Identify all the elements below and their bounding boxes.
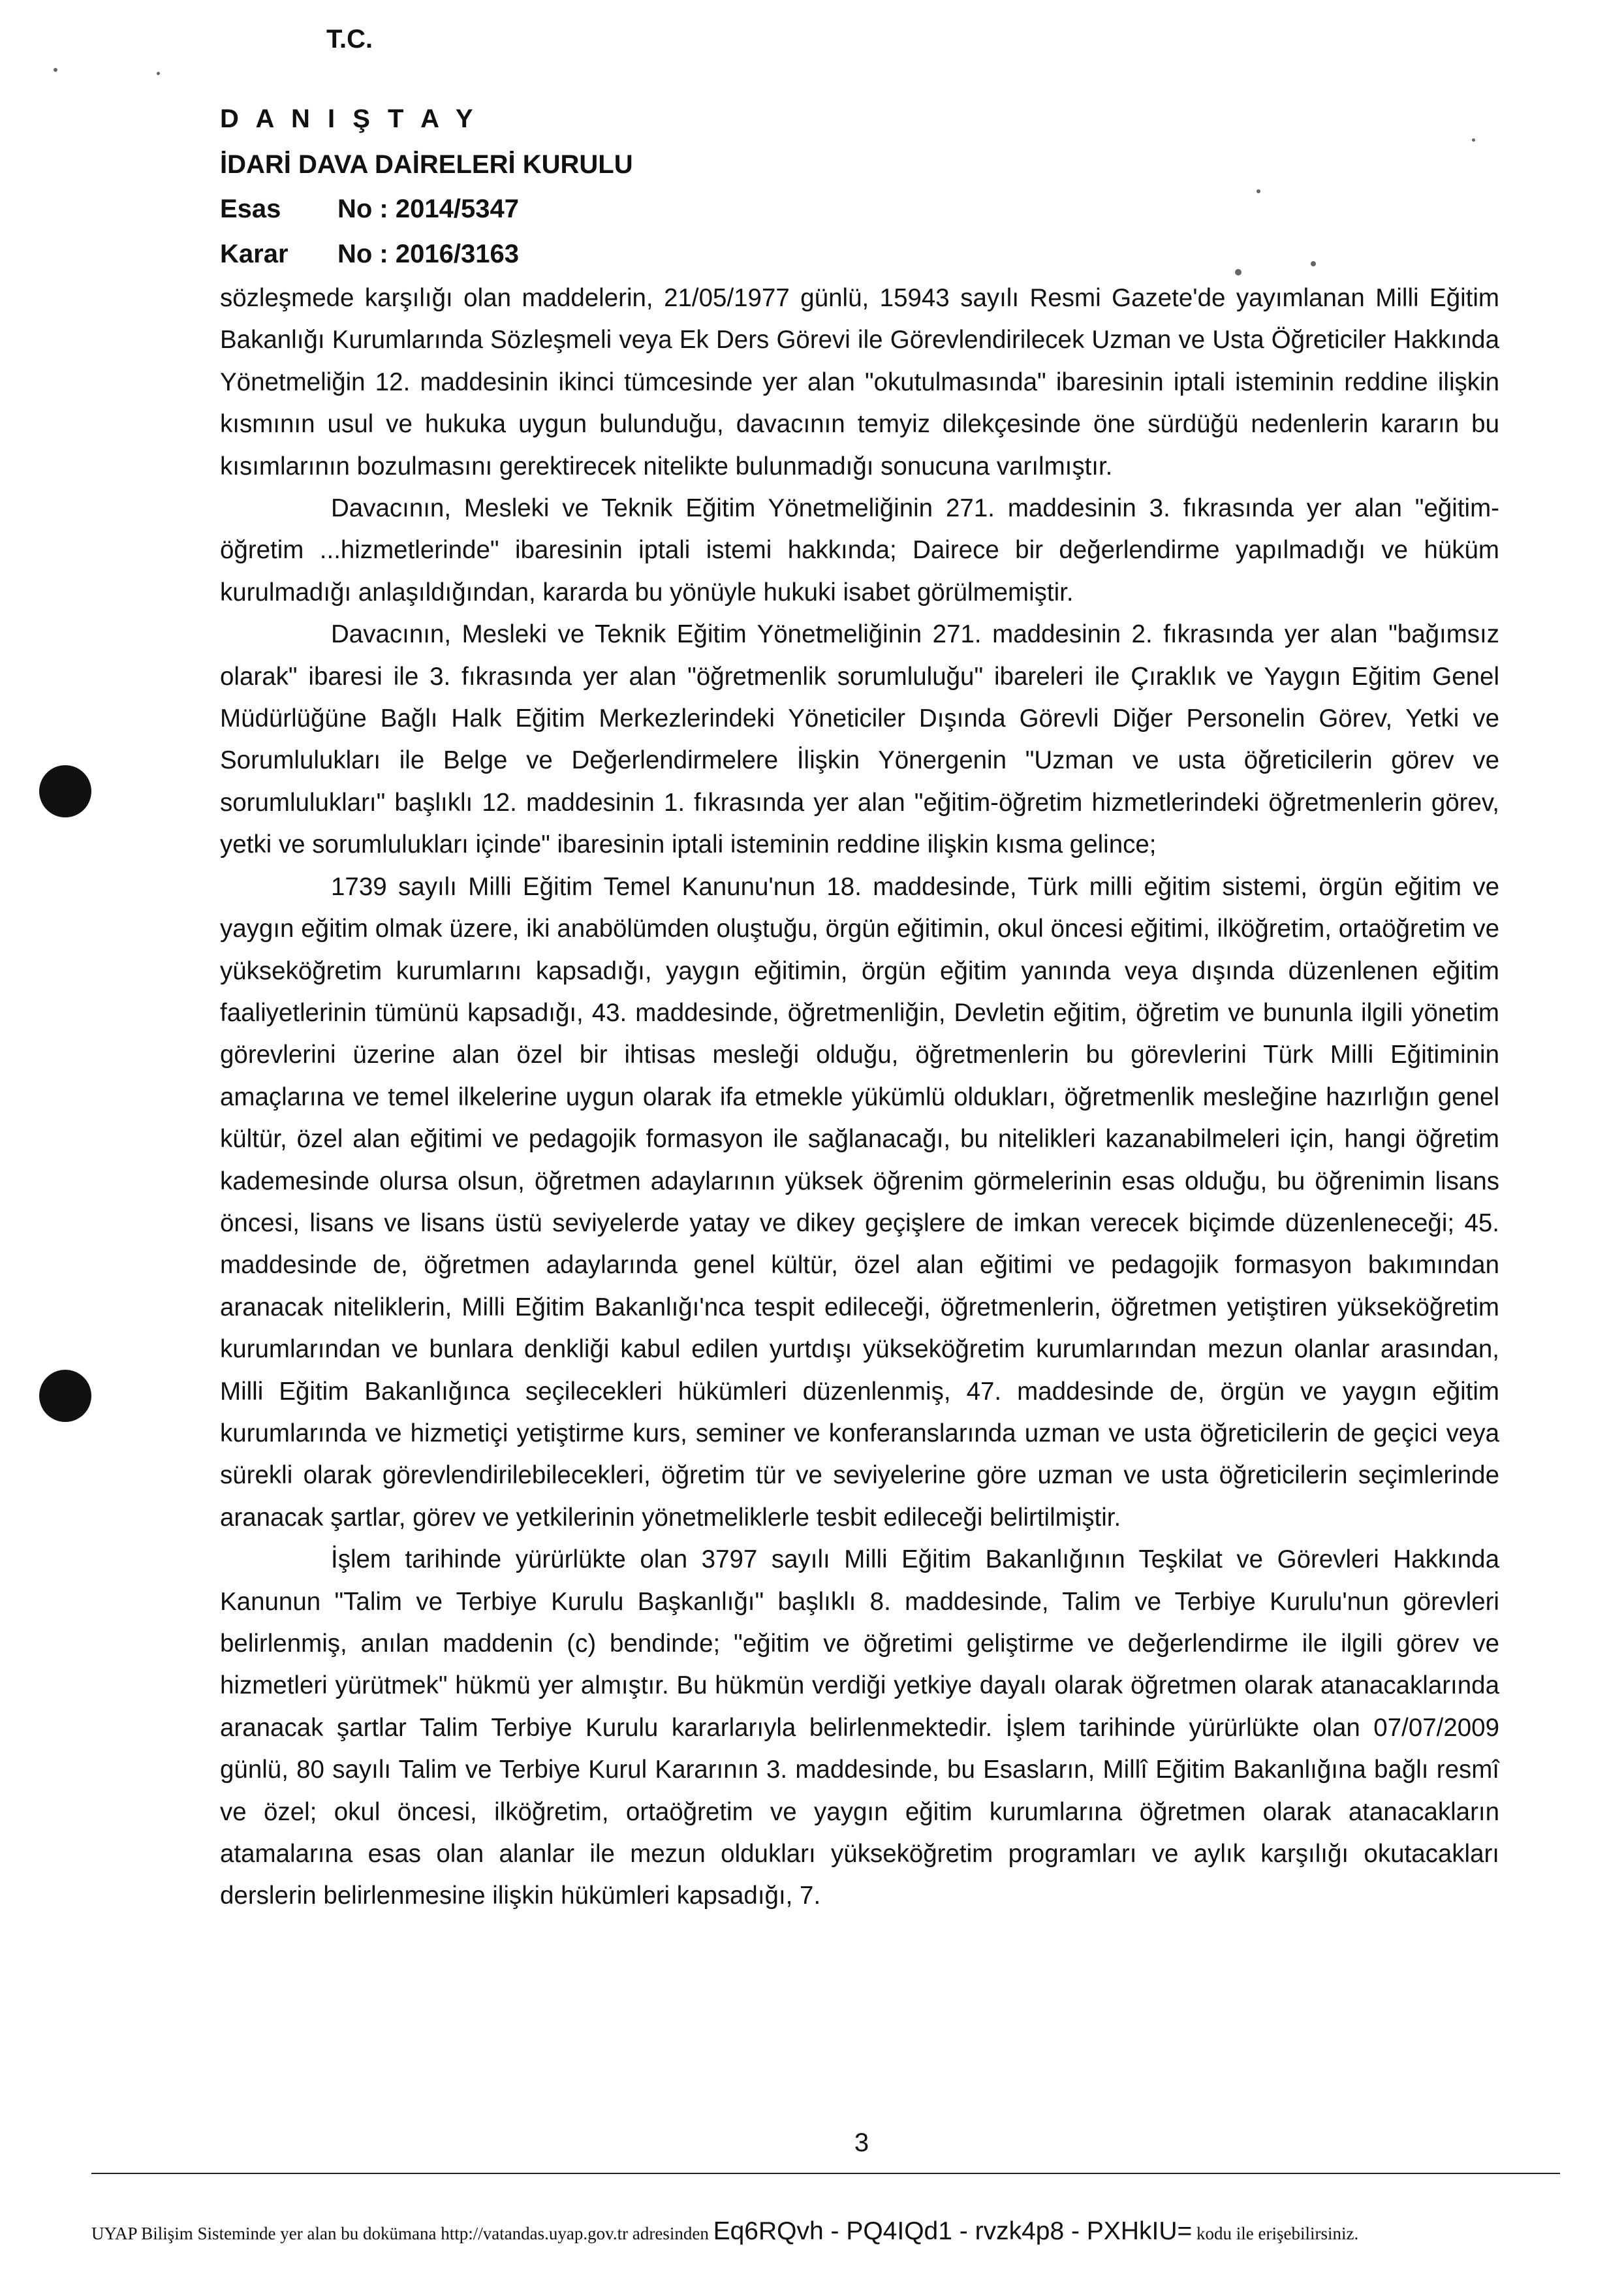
institution-title: D A N I Ş T A Y bbox=[220, 104, 478, 133]
esas-number: No : 2014/5347 bbox=[337, 195, 519, 223]
scan-speck bbox=[54, 68, 57, 72]
scan-speck bbox=[1257, 189, 1260, 193]
esas-label: Esas bbox=[220, 195, 281, 223]
paragraph: Davacının, Mesleki ve Teknik Eğitim Yönetmeliğinin 271. maddesinin 2. fıkrasında yer alan "bağımsız olarak" ibaresi ile 3. fıkrasında yer alan "öğretmenlik sorumluluğu" ibareleri ile Çıraklık ve Yaygın Eğitim Genel Müdürlüğüne Bağlı Halk Eğitim Merkezlerindeki Yöneticiler Dışında Görevli Diğer Personelin Görev, Yetki ve Sorumlulukları ile Belge ve Değerlendirmelere İlişkin Yönergenin "Uzman ve usta öğreticilerin görev ve sorumlulukları" başlıklı 12. maddesinin 1. fıkrasında yer alan "eğitim-öğretim hizmetlerindeki öğretmenlerin görev, yetki ve sorumlulukları içinde" ibaresinin iptali isteminin reddine ilişkin kısma gelince; bbox=[220, 620, 1499, 859]
paragraph: İşlem tarihinde yürürlükte olan 3797 sayılı Milli Eğitim Bakanlığının Teşkilat ve Görevleri Hakkında Kanunun "Talim ve Terbiye Kurulu Başkanlığı" başlıklı 8. maddesinde, Talim ve Terbiye Kurulu'nun görevleri belirlenmiş, anılan maddenin (c) bendinde; "eğitim ve öğretimi geliştirme ve değerlendirme ile ilgili görev ve hizmetleri yürütmek" hükmü yer almıştır. Bu hükmün verdiği yetkiye dayalı olarak öğretmen olarak atanacaklarında aranacak şartlar Talim Terbiye Kurulu kararlarıyla belirlenmektedir. İşlem tarihinde yürürlükte olan 07/07/2009 günlü, 80 sayılı Talim ve Terbiye Kurul Kararının 3. maddesinde, bu Esasların, Millî Eğitim Bakanlığına bağlı resmî ve özel; okul öncesi, ilköğretim, ortaöğretim ve yaygın eğitim kurumlarına öğretmen olarak atanacakların atamalarına esas olan alanlar ile mezun oldukları yükseköğretim programları ve aylık karşılığı okutacakları derslerin belirlenmesine ilişkin hükümleri kapsadığı, 7. bbox=[220, 1545, 1499, 1910]
footer-text: UYAP Bilişim Sisteminde yer alan bu dokümana http://vatandas.uyap.gov.tr adresinden bbox=[91, 2224, 709, 2243]
scan-speck bbox=[1235, 269, 1241, 276]
footer-access-code: Eq6RQvh - PQ4IQd1 - rvzk4p8 - PXHkIU= bbox=[713, 2217, 1193, 2245]
karar-label: Karar bbox=[220, 240, 289, 268]
scan-speck bbox=[1311, 261, 1316, 266]
esas-line bbox=[220, 193, 519, 225]
footer bbox=[91, 2217, 1560, 2245]
scan-speck bbox=[157, 72, 160, 75]
karar-line bbox=[220, 238, 519, 270]
footer-divider bbox=[91, 2173, 1560, 2174]
paragraph: Davacının, Mesleki ve Teknik Eğitim Yönetmeliğinin 271. maddesinin 3. fıkrasında yer alan "eğitim-öğretim ...hizmetlerinde" ibaresinin iptali istemi hakkında; Dairece bir değerlendirme yapılmadığı ve hüküm kurulmadığı anlaşıldığından, kararda bu yönüyle hukuki isabet görülmemiştir. bbox=[220, 494, 1499, 607]
department-title: İDARİ DAVA DAİRELERİ KURULU bbox=[220, 150, 633, 179]
paragraph: sözleşmede karşılığı olan maddelerin, 21/05/1977 günlü, 15943 sayılı Resmi Gazete'de yayımlanan Milli Eğitim Bakanlığı Kurumlarında Sözleşmeli veya Ek Ders Görevi ile Görevlendirilecek Uzman ve Usta Öğreticiler Hakkında Yönetmeliğin 12. maddesinin ikinci tümcesinde yer alan "okutulmasında" ibaresinin iptali isteminin reddine ilişkin kısmının usul ve hukuka uygun bulunduğu, davacının temyiz dilekçesinde öne sürdüğü nedenlerin kararın bu kısımlarının bozulmasını gerektirecek nitelikte bulunmadığı sonucuna varılmıştır. bbox=[220, 284, 1499, 481]
punch-hole-mark bbox=[39, 765, 91, 817]
paragraph: 1739 sayılı Milli Eğitim Temel Kanunu'nun 18. maddesinde, Türk milli eğitim sistemi, örgün eğitim ve yaygın eğitim olmak üzere, iki anabölümden oluştuğu, örgün eğitimin, okul öncesi eğitimi, ilköğretim, ortaöğretim ve yükseköğretim kurumlarını kapsadığı, yaygın eğitimin, örgün eğitim yanında veya dışında düzenlenen eğitim faaliyetlerinin tümünü kapsadığı, 43. maddesinde, öğretmenliğin, Devletin eğitim, öğretim ve bununla ilgili yönetim görevlerini üzerine alan özel bir ihtisas mesleği olduğu, öğretmenlerin bu görevlerini Türk Milli Eğitiminin amaçlarına ve temel ilkelerine uygun olarak ifa etmekle yükümlü oldukları, öğretmenlik mesleğine hazırlığın genel kültür, özel alan eğitimi ve pedagojik formasyon ile sağlanacağı, bu nitelikleri kazanabilmeleri için, hangi öğretim kademesinde olursa olsun, öğretmen adaylarının yüksek öğrenim görmelerinin esas olduğu, bu öğrenimin lisans öncesi, lisans ve lisans üstü seviyelerde yatay ve dikey geçişlere de imkan verecek biçimde düzenleneceği; 45. maddesinde de, öğretmen adaylarında genel kültür, özel alan eğitimi ve pedagojik formasyon bakımından aranacak niteliklerin, Milli Eğitim Bakanlığı'nca tespit edileceği, öğretmenlerin, öğretmen yetiştiren yükseköğretim kurumlarından ve bunlara denkliği kabul edilen yurtdışı yükseköğretim kurumlarından mezun olanlar arasından, Milli Eğitim Bakanlığınca seçilecekleri hükümleri düzenlenmiş, 47. maddesinde de, örgün ve yaygın eğitim kurumlarında ve hizmetiçi yetiştirme kurs, seminer ve konferanslarında uzman ve usta öğreticilerin de geçici veya sürekli olarak görevlendirilebilecekleri, öğretim tür ve seviyelerine göre uzman ve usta öğreticilerin seçimlerinde aranacak şartlar, görev ve yetkilerinin yönetmeliklerle tesbit edileceği belirtilmiştir. bbox=[220, 872, 1499, 1532]
header-tc: T.C. bbox=[326, 25, 373, 54]
document-body bbox=[220, 277, 1499, 1917]
footer-suffix: kodu ile erişebilirsiniz. bbox=[1196, 2224, 1359, 2243]
karar-number: No : 2016/3163 bbox=[337, 240, 519, 268]
punch-hole-mark bbox=[39, 1370, 91, 1422]
page-number: 3 bbox=[854, 2128, 869, 2157]
scan-speck bbox=[1472, 138, 1475, 142]
